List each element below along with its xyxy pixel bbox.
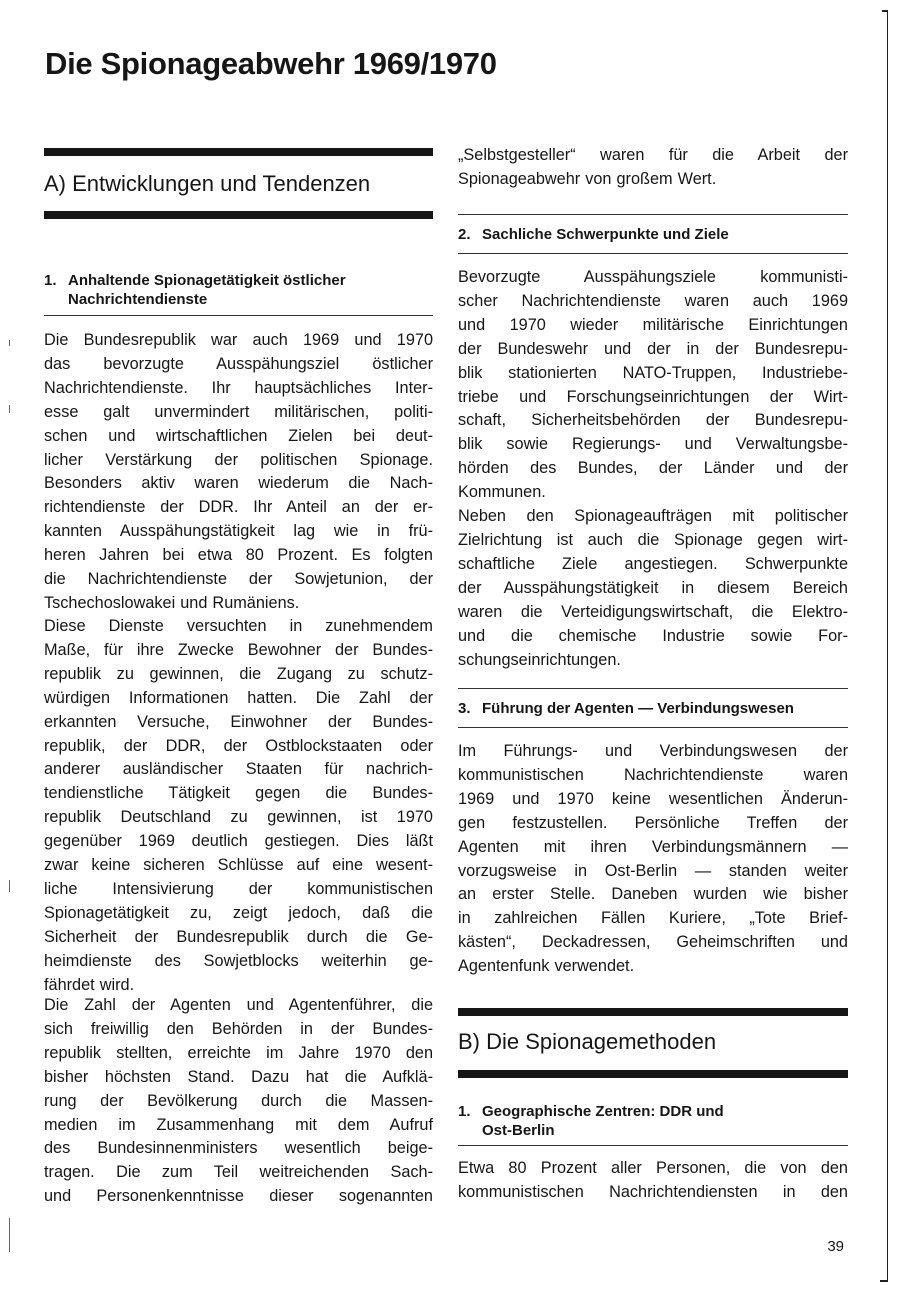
subsection-b1-heading xyxy=(458,1102,848,1140)
page-title: Die Spionageabwehr 1969/1970 xyxy=(45,46,497,81)
text-line: anderer ausländischer Staaten für nachrich- xyxy=(44,760,433,779)
text-line: der Bundeswehr und der in der Bundesrepu- xyxy=(458,339,848,358)
text-line: schaftliche Ziele angestiegen. Schwerpunkte xyxy=(458,554,848,573)
margin-mark xyxy=(9,880,10,892)
text-line: republik stellten, erreichte im Jahre 1970 den xyxy=(44,1043,433,1062)
paragraph-a1-3 xyxy=(44,994,433,1209)
margin-mark xyxy=(9,405,10,413)
subsection-a3-rule xyxy=(458,727,848,728)
binding-edge-line xyxy=(884,10,888,1282)
text-line: schen und wirtschaftlichen Zielen bei deut- xyxy=(44,426,433,445)
subsection-a3-number: 3. xyxy=(458,700,471,717)
text-line: Agenten mit ihren Verbindungsmännern — xyxy=(458,837,848,856)
text-line: blik sowie Regierungs- und Verwaltungsbe- xyxy=(458,435,848,454)
text-line: waren die Verteidigungswirtschaft, die Elektro- xyxy=(458,602,848,621)
text-line: kästen“, Deckadressen, Geheimschriften und xyxy=(458,933,848,952)
margin-mark xyxy=(9,1218,10,1252)
text-line: licher Verstärkung der politischen Spionage. xyxy=(44,450,433,469)
text-line: esse galt unvermindert militärischen, politi- xyxy=(44,402,433,421)
subsection-a2-top-rule xyxy=(458,214,848,215)
section-a-heading: A) Entwicklungen und Tendenzen xyxy=(44,171,371,196)
text-line: gen festzustellen. Persönliche Treffen der xyxy=(458,813,848,832)
text-line: Kommunen. xyxy=(458,483,546,502)
text-line: Maße, für ihre Zwecke Bewohner der Bundes- xyxy=(44,640,433,659)
text-line: Bevorzugte Ausspähungsziele kommunisti- xyxy=(458,268,848,286)
text-line: Die Bundesrepublik war auch 1969 und 1970 xyxy=(44,331,433,349)
text-line: Spionagetätigkeit zu, zeigt jedoch, daß die xyxy=(44,903,433,922)
section-b-top-rule xyxy=(458,1008,848,1016)
paragraph-a1-2 xyxy=(44,615,433,998)
text-line: der Ausspähungstätigkeit in diesem Bereich xyxy=(458,578,848,597)
section-b-heading: B) Die Spionagemethoden xyxy=(458,1029,717,1054)
margin-mark xyxy=(9,340,10,346)
subsection-a1-rule xyxy=(44,315,433,316)
subsection-a2-rule xyxy=(458,253,848,254)
section-a-top-rule xyxy=(44,148,433,156)
subsection-a2-heading xyxy=(458,225,848,244)
paragraph-a1-1 xyxy=(44,329,433,616)
text-line: rung der Bevölkerung durch die Massen- xyxy=(44,1091,433,1110)
subsection-b1-number: 1. xyxy=(458,1103,471,1120)
section-b-bottom-rule xyxy=(458,1070,848,1078)
text-line: liche Intensivierung der kommunistischen xyxy=(44,879,433,898)
subsection-a1-number: 1. xyxy=(44,272,57,289)
text-line: republik zu gewinnen, die Zugang zu schutz- xyxy=(44,664,433,683)
section-a-bottom-rule xyxy=(44,211,433,219)
text-line: hörden des Bundes, der Länder und der xyxy=(458,459,848,478)
text-line: kommunistischen Nachrichtendienste waren xyxy=(458,765,848,784)
text-line: vorzugsweise in Ost-Berlin — standen weiter xyxy=(458,861,848,880)
text-line: und 1970 wieder militärische Einrichtungen xyxy=(458,315,848,334)
text-line: sich freiwillig den Behörden in der Bundes- xyxy=(44,1019,433,1038)
text-line: Spionageabwehr von großem Wert. xyxy=(458,169,717,188)
text-line: schaft, Sicherheitsbehörden der Bundesrepu- xyxy=(458,411,848,430)
subsection-a2-title: Sachliche Schwerpunkte und Ziele xyxy=(482,226,729,243)
text-line: scher Nachrichtendienste waren auch 1969 xyxy=(458,291,848,310)
subsection-a3-top-rule xyxy=(458,688,848,689)
text-line: kannten Ausspähungstätigkeit lag wie in frü- xyxy=(44,522,433,541)
text-line: tendienstliche Tätigkeit gegen die Bundes- xyxy=(44,784,433,803)
text-line: republik Deutschland zu gewinnen, ist 1970 xyxy=(44,808,433,827)
text-line: heimdienste des Sowjetblocks weiterhin ge- xyxy=(44,951,433,970)
subsection-b1-title-line2: Ost-Berlin xyxy=(482,1122,555,1139)
text-line: heren Jahren bei etwa 80 Prozent. Es folgten xyxy=(44,546,433,565)
text-line: und die chemische Industrie sowie For- xyxy=(458,626,848,645)
text-line: blik stationierten NATO-Truppen, Industriebe- xyxy=(458,363,848,382)
text-line: die Nachrichtendienste der Sowjetunion, der xyxy=(44,570,433,589)
text-line: Besonders aktiv waren wiederum die Nach- xyxy=(44,474,433,493)
subsection-a3-heading xyxy=(458,699,848,718)
subsection-a1-title-line2: Nachrichtendienste xyxy=(68,291,208,308)
text-line: triebe und Forschungseinrichtungen der Wirt- xyxy=(458,387,848,406)
subsection-a3-title: Führung der Agenten — Verbindungswesen xyxy=(482,700,794,717)
text-line: schungseinrichtungen. xyxy=(458,650,621,669)
text-line: Neben den Spionageaufträgen mit politischer xyxy=(458,507,848,526)
text-line: kommunistischen Nachrichtendiensten in den xyxy=(458,1182,848,1201)
subsection-b1-title-line1: Geographische Zentren: DDR und xyxy=(482,1103,724,1120)
page-number: 39 xyxy=(827,1238,844,1255)
text-line: medien im Zusammenhang mit dem Aufruf xyxy=(44,1115,433,1134)
text-line: gegenüber 1969 deutlich gestiegen. Dies läßt xyxy=(44,832,433,851)
subsection-a1-title-line1: Anhaltende Spionagetätigkeit östlicher xyxy=(68,272,346,289)
text-line: republik, der DDR, der Ostblockstaaten oder xyxy=(44,736,433,755)
text-line: Agentenfunk verwendet. xyxy=(458,957,635,976)
paragraph-a2-1 xyxy=(458,266,848,672)
text-line: Etwa 80 Prozent aller Personen, die von den xyxy=(458,1159,848,1177)
paragraph-continuation xyxy=(458,144,848,192)
text-line: Die Zahl der Agenten und Agentenführer, die xyxy=(44,996,433,1014)
text-line: bisher höchsten Stand. Dazu hat die Aufklä- xyxy=(44,1067,433,1086)
text-line: richtendienste der DDR. Ihr Anteil an der er- xyxy=(44,498,433,517)
text-line: Zielrichtung ist auch die Spionage gegen wirt- xyxy=(458,530,848,549)
text-line: erkannten Versuche, Einwohner der Bundes- xyxy=(44,712,433,731)
text-line: das bevorzugte Ausspähungsziel östlicher xyxy=(44,354,433,373)
text-line: an erster Stelle. Daneben wurden wie bisher xyxy=(458,885,848,904)
text-line: „Selbstgesteller“ waren für die Arbeit der xyxy=(458,146,848,164)
text-line: des Bundesinnenministers wesentlich beige- xyxy=(44,1139,433,1158)
text-line: 1969 und 1970 keine wesentlichen Änderun- xyxy=(458,789,848,808)
text-line: Tschechoslowakei und Rumäniens. xyxy=(44,593,300,612)
paragraph-b1-1 xyxy=(458,1157,848,1205)
text-line: Sicherheit der Bundesrepublik durch die Ge- xyxy=(44,927,433,946)
paragraph-a3-1 xyxy=(458,740,848,979)
text-line: Im Führungs- und Verbindungswesen der xyxy=(458,742,848,760)
text-line: Nachrichtendienste. Ihr hauptsächliches Inter- xyxy=(44,378,433,397)
text-line: fährdet wird. xyxy=(44,975,135,994)
subsection-a1-heading xyxy=(44,271,434,309)
subsection-a2-number: 2. xyxy=(458,226,471,243)
text-line: in zahlreichen Fällen Kuriere, „Tote Brief- xyxy=(458,909,848,928)
text-line: Diese Dienste versuchten in zunehmendem xyxy=(44,617,433,635)
text-line: würdigen Informationen hatten. Die Zahl der xyxy=(44,688,433,707)
subsection-b1-rule xyxy=(458,1145,848,1146)
text-line: und Personenkenntnisse dieser sogenannten xyxy=(44,1187,433,1206)
text-line: tragen. Die zum Teil weitreichenden Sach- xyxy=(44,1163,433,1182)
text-line: zwar keine sicheren Schlüsse auf eine wesent- xyxy=(44,856,433,875)
